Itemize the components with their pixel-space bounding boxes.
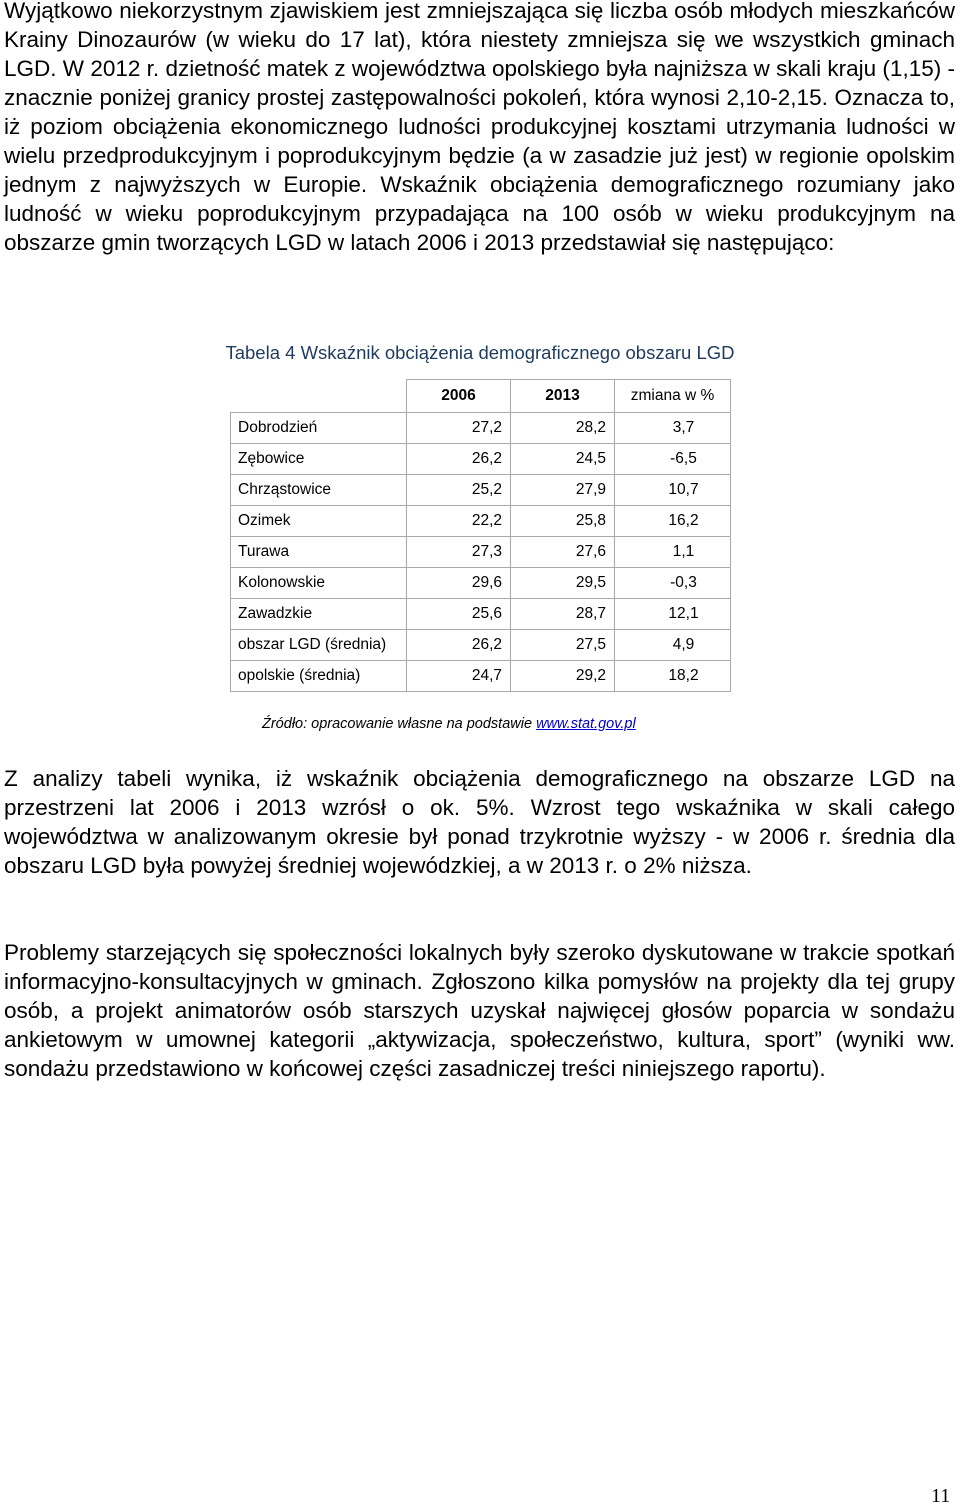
row-value-2013: 27,9: [511, 475, 615, 506]
table-row: [231, 475, 731, 506]
row-value-2013: 29,5: [511, 568, 615, 599]
row-gmina-name: Kolonowskie: [231, 568, 407, 599]
header-change-percent: zmiana w %: [615, 380, 731, 413]
paragraph-intro: Wyjątkowo niekorzystnym zjawiskiem jest zmniejszająca się liczba osób młodych mieszkańców Krainy Dinozaurów (w wieku do 17 lat), która niestety zmniejsza się we wszystkich gminach LGD. W 2012 r. dzietność matek z województwa opolskiego była najniższa w skali kraju (1,15) - znacznie poniżej granicy prostej zastępowalności pokoleń, która wynosi 2,10-2,15. Oznacza to, iż poziom obciążenia ekonomicznego ludności produkcyjnej kosztami utrzymania ludności w wielu przedprodukcyjnym i poprodukcyjnym będzie (a w zasadzie już jest) w regionie opolskim jednym z najwyższych w Europie. Wskaźnik obciążenia demograficznego rozumiany jako ludność w wieku poprodukcyjnym przypadająca na 100 osób w wieku produkcyjnym na obszarze gmin tworzących LGD w latach 2006 i 2013 przedstawiał się następująco:: [4, 0, 955, 255]
source-link[interactable]: www.stat.gov.pl: [536, 716, 636, 732]
row-value-2006: 27,2: [407, 413, 511, 444]
row-value-2006: 25,6: [407, 599, 511, 630]
table-source-note: [262, 716, 636, 732]
row-gmina-name: obszar LGD (średnia): [231, 630, 407, 661]
table-row: [231, 413, 731, 444]
row-value-2006: 22,2: [407, 506, 511, 537]
row-gmina-name: Zawadzkie: [231, 599, 407, 630]
row-value-2006: 26,2: [407, 444, 511, 475]
row-value-2006: 25,2: [407, 475, 511, 506]
table-row: [231, 568, 731, 599]
row-change: -6,5: [615, 444, 731, 475]
table-row: [231, 444, 731, 475]
table-row-lgd-average: [231, 630, 731, 661]
row-change: 3,7: [615, 413, 731, 444]
row-gmina-name: Chrząstowice: [231, 475, 407, 506]
row-value-2013: 29,2: [511, 661, 615, 692]
source-text: Źródło: opracowanie własne na podstawie: [262, 716, 537, 732]
header-2013: 2013: [511, 380, 615, 413]
row-gmina-name: Dobrodzień: [231, 413, 407, 444]
row-gmina-name: Ozimek: [231, 506, 407, 537]
header-empty-cell: [231, 380, 407, 413]
row-value-2006: 24,7: [407, 661, 511, 692]
header-2006: 2006: [407, 380, 511, 413]
table-row: [231, 599, 731, 630]
row-value-2013: 28,7: [511, 599, 615, 630]
table-row-opolskie-average: [231, 661, 731, 692]
row-value-2006: 29,6: [407, 568, 511, 599]
paragraph-analysis: Z analizy tabeli wynika, iż wskaźnik obciążenia demograficznego na obszarze LGD na przestrzeni lat 2006 i 2013 wzrósł o ok. 5%. Wzrost tego wskaźnika w skali całego województwa w analizowanym okresie był ponad trzykrotnie wyższy - w 2006 r. średnia dla obszaru LGD była powyżej średniej wojewódzkiej, a w 2013 r. o 2% niższa.: [4, 766, 955, 878]
row-value-2013: 28,2: [511, 413, 615, 444]
demographic-burden-table: [230, 379, 731, 692]
row-change: -0,3: [615, 568, 731, 599]
row-change: 4,9: [615, 630, 731, 661]
table-row: [231, 537, 731, 568]
row-value-2013: 25,8: [511, 506, 615, 537]
table-row: [231, 506, 731, 537]
row-gmina-name: Zębowice: [231, 444, 407, 475]
row-gmina-name: Turawa: [231, 537, 407, 568]
page-number: 11: [931, 1485, 951, 1507]
paragraph-problems: Problemy starzejących się społeczności lokalnych były szeroko dyskutowane w trakcie spotkań informacyjno-konsultacyjnych w gminach. Zgłoszono kilka pomysłów na projekty dla tej grupy osób, a projekt animatorów osób starszych uzyskał najwięcej głosów poparcia w sondażu ankietowym w umownej kategorii „aktywizacja, społeczeństwo, kultura, sport” (wyniki ww. sondażu przedstawiono w końcowej części zasadniczej treści niniejszego raportu).: [4, 940, 955, 1081]
row-gmina-name: opolskie (średnia): [231, 661, 407, 692]
table-header-row: [231, 380, 731, 413]
row-change: 18,2: [615, 661, 731, 692]
row-value-2013: 24,5: [511, 444, 615, 475]
row-value-2006: 26,2: [407, 630, 511, 661]
row-change: 1,1: [615, 537, 731, 568]
table-caption: Tabela 4 Wskaźnik obciążenia demograficznego obszaru LGD: [225, 342, 735, 363]
row-change: 12,1: [615, 599, 731, 630]
row-value-2013: 27,5: [511, 630, 615, 661]
row-value-2006: 27,3: [407, 537, 511, 568]
row-change: 10,7: [615, 475, 731, 506]
row-change: 16,2: [615, 506, 731, 537]
row-value-2013: 27,6: [511, 537, 615, 568]
